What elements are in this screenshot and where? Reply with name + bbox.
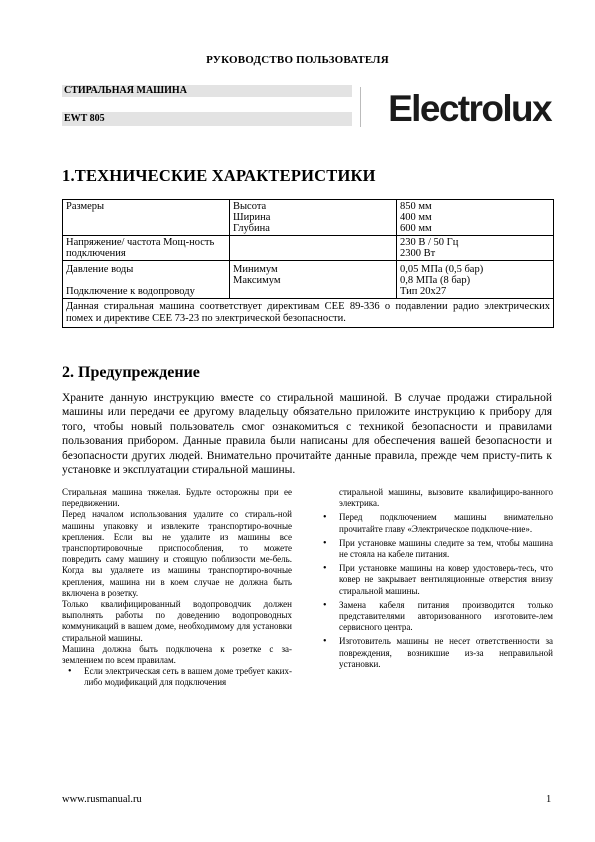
spec-sub (230, 200, 397, 236)
bullet-list (317, 512, 553, 670)
spec-sub-line: Ширина (233, 212, 271, 223)
spec-sub-line: Глубина (233, 223, 270, 234)
spec-value-line: 2300 Вт (400, 248, 436, 259)
list-item: • Перед подключением машины внимательно прочитайте главу «Электрическое подключе-ние». (317, 512, 553, 534)
spec-sub-line: Минимум (233, 264, 278, 275)
model-bar (62, 112, 352, 126)
paragraph: Машина должна быть подключена к розетке с за-землением по всем правилам. (62, 643, 292, 666)
paragraph: Стиральная машина тяжелая. Будьте осторожны при ее передвижении. (62, 487, 292, 509)
spec-value (397, 236, 554, 261)
spec-value-line: 230 В / 50 Гц (400, 237, 459, 248)
specs-table (62, 199, 554, 328)
spec-value-line: 600 мм (400, 223, 432, 234)
right-column (317, 487, 553, 673)
spec-sub-line: Высота (233, 201, 267, 212)
table-row (63, 236, 554, 261)
spec-sub (230, 261, 397, 299)
list-item: • Изготовитель машины не несет ответственности за повреждения, возникшие из-за неправильной установки. (317, 636, 553, 670)
spec-value-line: 400 мм (400, 212, 432, 223)
document-title: РУКОВОДСТВО ПОЛЬЗОВАТЕЛЯ (206, 54, 389, 66)
spec-sub (230, 236, 397, 261)
spec-value (397, 261, 554, 299)
spec-value-line: 0,8 МПа (8 бар) (400, 275, 471, 286)
spec-value-line: Тип 20х27 (400, 286, 447, 297)
product-label: СТИРАЛЬНАЯ МАШИНА (64, 85, 187, 96)
table-row (63, 261, 554, 299)
warning-intro: Храните данную инструкцию вместе со стиральной машиной. В случае продажи стиральной машины или передачи ее другому владельцу обязательно приложите инструкцию к прибору для того, чтобы новый пользователь смог ознакомиться с техникой безопасности и правилами пользования прибором. Данные правила были написаны для обеспечения вашей безопасности и безопасности других людей. Внимательно прочитайте данные правила, прежде чем присту-пить к установке и эксплуатации стиральной машины. (62, 392, 552, 477)
section-title-warning: 2. Предупреждение (62, 364, 200, 381)
spec-param-line: Давление воды (66, 264, 134, 275)
paragraph-continuation: стиральной машины, вызовите квалифициро-ванного электрика. (339, 487, 553, 509)
list-item: • При установке машины следите за тем, чтобы машина не стояла на кабеле питания. (317, 538, 553, 560)
list-item: • Замена кабеля питания производится только представителями авторизованного изготовите-лем сервисного центра. (317, 600, 553, 634)
spec-param-line: Подключение к водопроводу (66, 286, 195, 297)
compliance-note: Данная стиральная машина соответствует директивам CEE 89-336 о подавлении радио электрических помех и директиве CEE 73-23 по электрической безопасности. (63, 299, 554, 328)
table-row (63, 200, 554, 236)
spec-value (397, 200, 554, 236)
footer-url: www.rusmanual.ru (62, 794, 142, 805)
paragraph: Перед началом использования удалите со стираль-ной машины упаковку и извлеките транспортиро-вочные крепления. Если вы не удалите из машины все транспортировочные приспособления, то можете повредить саму машину и стоящую поблизости ме-бель. Когда вы удаляете из машины транспортиро-вочные крепления, машина ни в коем случае не должна быть включена в розетку. (62, 509, 292, 598)
model-label: EWT 805 (64, 113, 105, 124)
spec-value-line: 0,05 МПа (0,5 бар) (400, 264, 484, 275)
page-number: 1 (546, 794, 552, 805)
spec-value-line: 850 мм (400, 201, 432, 212)
paragraph: Только квалифицированный водопроводчик должен выполнять работы по доведению водопроводных коммуникаций в вашем доме, необходимому для установки стиральной машины. (62, 599, 292, 643)
section-title-specs: 1.ТЕХНИЧЕСКИЕ ХАРАКТЕРИСТИКИ (62, 166, 376, 185)
brand-logo-box (360, 87, 551, 127)
list-item: • Если электрическая сеть в вашем доме требует каких-либо модификаций для подключения (62, 666, 292, 688)
table-row (63, 299, 554, 328)
list-item: • При установке машины на ковер удостоверь-тесь, что ковер не закрывает вентиляционные отверстия внизу стиральной машины. (317, 563, 553, 597)
spec-param: Размеры (63, 200, 230, 236)
brand-logo: Electrolux (388, 88, 551, 129)
bullet-list (62, 666, 292, 688)
spec-param (63, 261, 230, 299)
left-column (62, 487, 292, 692)
spec-sub-line: Максимум (233, 275, 281, 286)
spec-param: Напряжение/ частота Мощ-ность подключения (63, 236, 230, 261)
